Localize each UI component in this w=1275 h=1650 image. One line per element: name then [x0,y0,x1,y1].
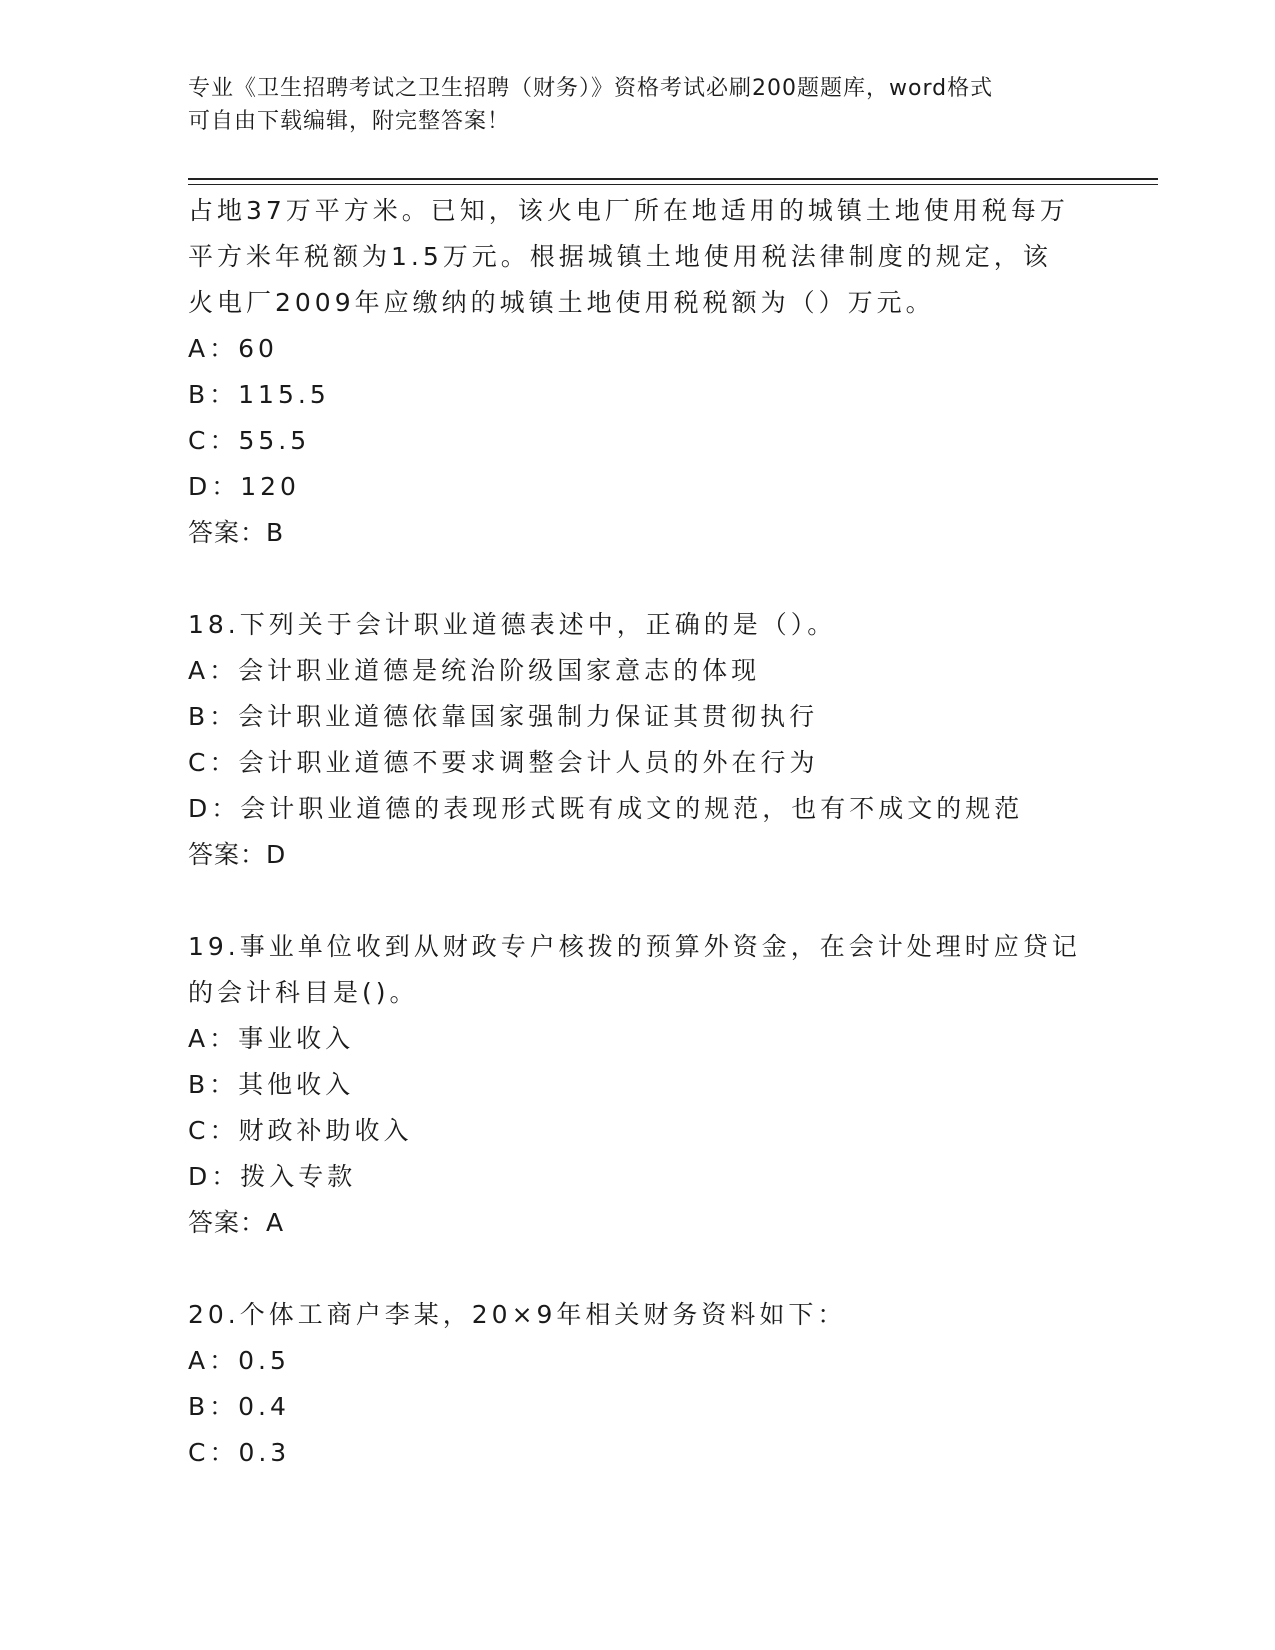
option-c: C：55.5 [188,426,311,455]
header-line-1: 专业《卫生招聘考试之卫生招聘（财务）》资格考试必刷200题题库，word格式 [188,76,994,101]
answer-line: 答案：A [188,1208,285,1237]
option-b: B：0.4 [188,1392,290,1421]
question-17 [188,188,1088,556]
header-line-2: 可自由下载编辑，附完整答案！ [188,109,511,134]
option-b: B：115.5 [188,380,330,409]
option-a: A：60 [188,334,278,363]
question-18 [188,602,1088,878]
spacer [188,556,1088,602]
question-20 [188,1292,1088,1476]
spacer [188,1246,1088,1292]
document-header [188,72,1088,138]
option-a: A：事业收入 [188,1024,355,1053]
question-stem-line: 19.事业单位收到从财政专户核拨的预算外资金，在会计处理时应贷记 [188,932,1081,961]
question-stem-line: 20.个体工商户李某，20×9年相关财务资料如下： [188,1300,847,1329]
option-a: A：0.5 [188,1346,290,1375]
option-d: D：拨入专款 [188,1162,357,1191]
option-d: D：120 [188,472,300,501]
option-b: B：会计职业道德依靠国家强制力保证其贯彻执行 [188,702,819,731]
option-a: A：会计职业道德是统治阶级国家意志的体现 [188,656,761,685]
answer-line: 答案：B [188,518,285,547]
answer-line: 答案：D [188,840,287,869]
question-stem-line: 平方米年税额为1.5万元。根据城镇土地使用税法律制度的规定，该 [188,242,1052,271]
question-stem-line: 的会计科目是()。 [188,978,419,1007]
question-stem-line: 18.下列关于会计职业道德表述中，正确的是（）。 [188,610,837,639]
question-list [188,188,1088,1476]
question-19 [188,924,1088,1246]
option-b: B：其他收入 [188,1070,355,1099]
question-stem-line: 火电厂2009年应缴纳的城镇土地使用税税额为（）万元。 [188,288,935,317]
question-stem-line: 占地37万平方米。已知，该火电厂所在地适用的城镇土地使用税每万 [188,196,1069,225]
option-c: C：0.3 [188,1438,291,1467]
header-divider [188,178,1158,185]
spacer [188,878,1088,924]
option-d: D：会计职业道德的表现形式既有成文的规范，也有不成文的规范 [188,794,1024,823]
option-c: C：会计职业道德不要求调整会计人员的外在行为 [188,748,819,777]
option-c: C：财政补助收入 [188,1116,413,1145]
